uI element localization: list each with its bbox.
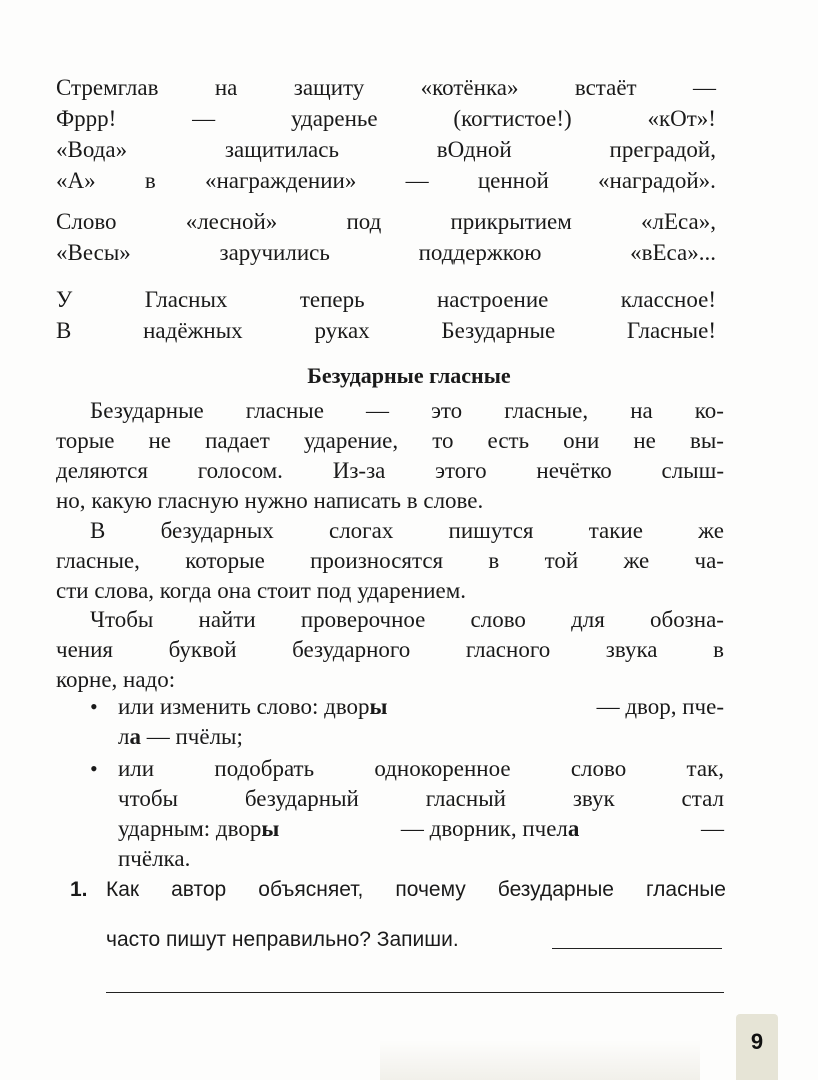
- word: ко-: [694, 398, 724, 423]
- bullet-item-1: [90, 692, 724, 752]
- word: В: [90, 518, 106, 543]
- word: на: [630, 398, 653, 423]
- word: надо:: [123, 667, 176, 692]
- word: падает: [205, 428, 270, 453]
- word: не: [633, 428, 656, 453]
- task-question-line-1: [106, 878, 726, 902]
- word: гласные: [645, 878, 726, 901]
- word: не: [148, 428, 172, 453]
- word: это: [431, 398, 463, 423]
- paragraph-line: [56, 426, 724, 456]
- word: «Вода»: [56, 137, 128, 162]
- word: в: [144, 168, 156, 193]
- rule-paragraph-2: [56, 516, 724, 606]
- word: «А»: [56, 168, 96, 193]
- word: Как: [106, 878, 140, 901]
- word: безударного: [292, 637, 411, 662]
- poem-line: [56, 103, 716, 134]
- word: обозна-: [650, 607, 724, 632]
- word: проверочное: [300, 607, 426, 632]
- word: (когтистое!): [453, 106, 572, 131]
- word: стоит: [257, 578, 317, 603]
- word: Фррр!: [56, 106, 117, 131]
- bullet-text: — двор, пче-: [596, 694, 724, 719]
- word: слогах: [329, 518, 394, 543]
- poem-stanza-1: [56, 72, 716, 196]
- page-shadow: [380, 1040, 700, 1080]
- word: прикрытием: [450, 209, 572, 234]
- paragraph-line: [56, 576, 724, 606]
- word: «вЕса»...: [630, 240, 716, 265]
- word: Безударные: [441, 318, 556, 343]
- word: так,: [686, 756, 724, 781]
- word: теперь: [299, 287, 365, 312]
- word: написать: [313, 488, 407, 513]
- word: нужно: [244, 488, 314, 513]
- word: заручились: [219, 240, 330, 265]
- word: ударенье: [290, 106, 378, 131]
- rule-paragraph-1: [56, 396, 724, 516]
- word: какую: [91, 488, 158, 513]
- word: Гласных: [144, 287, 228, 312]
- poem-line: [56, 165, 716, 196]
- word: она: [217, 578, 258, 603]
- paragraph-line: [56, 665, 724, 695]
- word: преградой,: [609, 137, 716, 162]
- word: слыш-: [661, 458, 724, 483]
- word: чтобы: [118, 786, 178, 811]
- word: слове.: [423, 488, 484, 513]
- word: есть: [487, 428, 530, 453]
- word: подобрать: [214, 756, 315, 781]
- poem-line: [56, 284, 716, 315]
- paragraph-line: [56, 516, 724, 546]
- word: ударение,: [303, 428, 399, 453]
- poem-line: [56, 206, 716, 237]
- word: настроение: [436, 287, 549, 312]
- word: Чтобы: [90, 607, 154, 632]
- word: то: [432, 428, 454, 453]
- word: автор: [171, 878, 227, 901]
- word: «награждении»: [204, 168, 357, 193]
- word: —: [192, 106, 216, 131]
- word: руках: [314, 318, 370, 343]
- answer-line-1[interactable]: [552, 948, 722, 949]
- word: защиту: [293, 75, 365, 100]
- section-heading: Безударные гласные: [307, 363, 511, 388]
- word: в: [713, 637, 724, 662]
- bullet-text: — дворник, пчела: [400, 816, 580, 841]
- word: «Весы»: [56, 240, 131, 265]
- word: гласную: [157, 488, 245, 513]
- word: гласного: [465, 637, 551, 662]
- word: гласные: [245, 398, 324, 423]
- bullet-text: ударным: дворы: [118, 816, 280, 841]
- word: же: [623, 548, 650, 573]
- page-number: 9: [750, 1029, 764, 1054]
- word: звук: [572, 786, 615, 811]
- word: «кОт»!: [647, 106, 716, 131]
- word: «котёнка»: [420, 75, 519, 100]
- word: найти: [198, 607, 256, 632]
- word: Стремглав: [56, 75, 159, 100]
- word: У: [56, 287, 73, 312]
- word: гласные,: [56, 548, 140, 573]
- paragraph-line: [56, 546, 724, 576]
- word: такие: [588, 518, 643, 543]
- task-number: 1.: [70, 878, 88, 901]
- word: гласные,: [504, 398, 589, 423]
- word: слово: [570, 756, 627, 781]
- word: но,: [56, 488, 92, 513]
- bullet-icon: •: [90, 756, 98, 781]
- word: —: [405, 168, 429, 193]
- word: слова,: [94, 578, 160, 603]
- word: Гласные!: [626, 318, 716, 343]
- word: безударные: [497, 878, 614, 901]
- word: объясняет,: [258, 878, 364, 901]
- word: поддержкою: [418, 240, 542, 265]
- bullet-text: ла — пчёлы;: [118, 724, 243, 749]
- word: или: [118, 756, 155, 781]
- word: корне,: [56, 667, 124, 692]
- word: этого: [435, 458, 487, 483]
- poem-stanza-2: [56, 206, 716, 268]
- word: когда: [159, 578, 218, 603]
- word: на: [214, 75, 238, 100]
- paragraph-line: [56, 635, 724, 665]
- word: однокоренное: [374, 756, 511, 781]
- word: почему: [395, 878, 466, 901]
- rule-paragraph-3: [56, 605, 724, 695]
- paragraph-line: [56, 486, 724, 516]
- word: безударный: [244, 786, 359, 811]
- word: Из-за: [332, 458, 386, 483]
- bullet-item-2: [90, 754, 724, 874]
- word: безударных: [160, 518, 274, 543]
- word: —: [692, 75, 716, 100]
- word: гласный: [425, 786, 506, 811]
- word: «лесной»: [185, 209, 278, 234]
- word: ценной: [477, 168, 549, 193]
- paragraph-line: [56, 605, 724, 635]
- word: вОдной: [436, 137, 512, 162]
- word: —: [366, 398, 389, 423]
- word: «лЕса»,: [640, 209, 716, 234]
- word: они: [563, 428, 600, 453]
- word: Слово: [56, 209, 117, 234]
- word: встаёт: [574, 75, 637, 100]
- word: сти: [56, 578, 95, 603]
- bullet-text: [118, 754, 724, 784]
- word: для: [571, 607, 605, 632]
- word: ча-: [694, 548, 724, 573]
- word: нечётко: [536, 458, 612, 483]
- word: той: [544, 548, 579, 573]
- word: под: [316, 578, 358, 603]
- word: же: [698, 518, 724, 543]
- word: классное!: [620, 287, 716, 312]
- word: которые: [185, 548, 265, 573]
- word: Безударные: [90, 398, 204, 423]
- word: вы-: [689, 428, 724, 453]
- word: под: [346, 209, 382, 234]
- word: произносятся: [310, 548, 444, 573]
- word: деляются: [56, 458, 148, 483]
- word: звука: [605, 637, 658, 662]
- poem-line: [56, 315, 716, 346]
- bullet-text: пчёлка.: [118, 846, 191, 871]
- word: в: [406, 488, 424, 513]
- word: В: [56, 318, 72, 343]
- word: слово: [470, 607, 526, 632]
- poem-stanza-3: [56, 284, 716, 346]
- poem-line: [56, 134, 716, 165]
- answer-line-2[interactable]: [106, 992, 724, 993]
- word: «наградой».: [598, 168, 716, 193]
- word: чения: [56, 637, 113, 662]
- poem-line: [56, 72, 716, 103]
- word: в: [488, 548, 500, 573]
- word: стал: [681, 786, 724, 811]
- word: защитилась: [224, 137, 339, 162]
- word: торые: [56, 428, 115, 453]
- paragraph-line: [56, 456, 724, 486]
- task-question-line-2: часто пишут неправильно? Запиши.: [106, 928, 459, 951]
- word: ударением.: [357, 578, 467, 603]
- paragraph-line: [56, 396, 724, 426]
- word: пишутся: [448, 518, 534, 543]
- bullet-text: [118, 784, 724, 814]
- bullet-text: или изменить слово: дворы: [118, 694, 388, 719]
- page-number-tab: [736, 1014, 778, 1080]
- word: буквой: [168, 637, 237, 662]
- bullet-text: —: [701, 816, 724, 841]
- poem-line: [56, 237, 716, 268]
- word: голосом.: [197, 458, 283, 483]
- bullet-icon: •: [90, 694, 98, 719]
- word: надёжных: [143, 318, 243, 343]
